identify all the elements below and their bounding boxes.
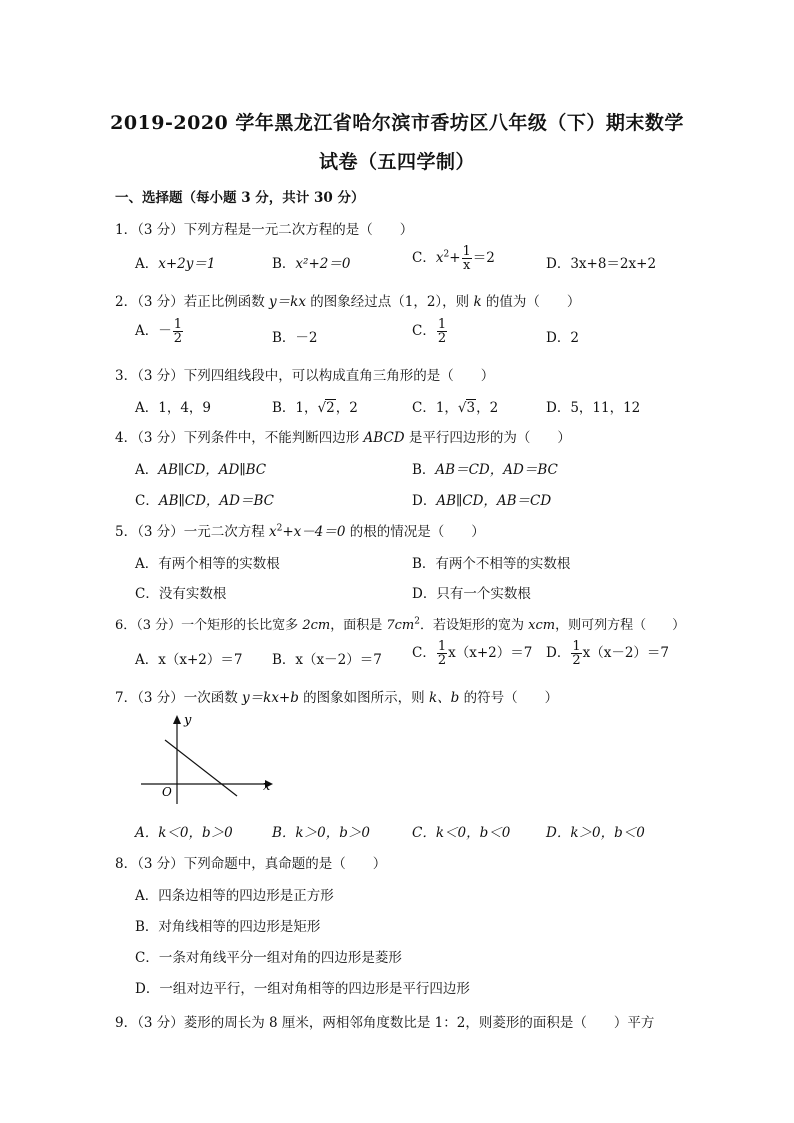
q3-option-b: B．1，√2，2: [272, 400, 358, 416]
q3-stem: 3．（3 分）下列四组线段中，可以构成直角三角形的是（ ）: [115, 368, 495, 384]
q2-option-d: D．2: [546, 330, 579, 346]
q7-option-b: B．k＞0，b＞0: [272, 825, 370, 841]
q8-option-a: A．四条边相等的四边形是正方形: [135, 888, 334, 904]
q4-stem: 4．（3 分）下列条件中，不能判断四边形 ABCD 是平行四边形的为（ ）: [115, 430, 571, 446]
q2-option-c: C． $\frac{1}{2}$: [412, 317, 447, 346]
y-axis-arrow: [173, 715, 181, 724]
exam-title-line1: 2019-2020 学年黑龙江省哈尔滨市香坊区八年级（下）期末数学: [110, 112, 684, 134]
q6-option-b: B．x（x－2）＝7: [272, 652, 382, 668]
q1-option-a: A．x+2y＝1: [135, 256, 216, 272]
q9-stem: 9．（3 分）菱形的周长为 8 厘米，两相邻角度数比是 1：2，则菱形的面积是（ ）平方: [115, 1015, 655, 1031]
q6-option-c: C． $\frac{1}{2}$ x（x+2）＝7: [412, 639, 533, 668]
q1-stem: 1．（3 分）下列方程是一元二次方程的是（ ）: [115, 222, 414, 238]
q2-option-a: A．－ $\frac{1}{2}$: [135, 317, 183, 346]
q2-stem: 2．（3 分）若正比例函数 y＝kx 的图象经过点（1，2），则 k 的值为（ ）: [115, 294, 581, 310]
q3-option-d: D．5，11，12: [546, 400, 641, 416]
q3-option-a: A．1，4，9: [135, 400, 212, 416]
q7-function-graph: [135, 712, 285, 812]
q5-option-b: B．有两个不相等的实数根: [412, 556, 571, 572]
q7-option-c: C．k＜0，b＜0: [412, 825, 511, 841]
q5-option-d: D．只有一个实数根: [412, 586, 531, 602]
q8-option-d: D．一组对边平行，一组对角相等的四边形是平行四边形: [135, 981, 470, 997]
q3-option-c: C．1，√3，2: [412, 400, 499, 416]
q8-option-b: B．对角线相等的四边形是矩形: [135, 919, 321, 935]
q6-stem: 6．（3 分）一个矩形的长比宽多 2cm，面积是 $7cm^2$．若设矩形的宽为 xcm，则可列方程（ ）: [115, 616, 686, 633]
origin-label: O: [162, 785, 172, 799]
q8-option-c: C．一条对角线平分一组对角的四边形是菱形: [135, 950, 402, 966]
q5-option-c: C．没有实数根: [135, 586, 227, 602]
q4-option-b: B．AB＝CD，AD＝BC: [412, 462, 558, 478]
q6-option-a: A．x（x+2）＝7: [135, 652, 243, 668]
q7-stem: 7．（3 分）一次函数 y＝kx+b 的图象如图所示，则 k、b 的符号（ ）: [115, 690, 559, 706]
q4-option-c: C．AB∥CD，AD＝BC: [135, 493, 274, 509]
x-axis-label: x: [263, 779, 271, 794]
q1-option-c: C．$x^2+$ $\frac{1}{x}$ ＝2: [412, 244, 495, 273]
q4-option-d: D．AB∥CD，AB＝CD: [412, 493, 552, 509]
q8-stem: 8．（3 分）下列命题中，真命题的是（ ）: [115, 856, 387, 872]
function-line: [165, 740, 237, 796]
q7-option-d: D．k＞0，b＜0: [546, 825, 645, 841]
q5-option-a: A．有两个相等的实数根: [135, 556, 280, 572]
q1-option-d: D．3x+8＝2x+2: [546, 256, 657, 272]
q1-option-b: B．x²+2＝0: [272, 256, 351, 272]
q5-stem: 5．（3 分）一元二次方程 $x^2+x-4=0$ 的根的情况是（ ）: [115, 523, 485, 540]
q2-option-b: B．－2: [272, 330, 318, 346]
q6-option-d: D． $\frac{1}{2}$ x（x－2）＝7: [546, 639, 670, 668]
q4-option-a: A．AB∥CD，AD∥BC: [135, 462, 267, 478]
y-axis-label: y: [184, 713, 192, 728]
exam-title-line2: 试卷（五四学制）: [318, 151, 475, 173]
section-heading: 一、选择题（每小题 3 分，共计 30 分）: [115, 190, 365, 206]
q7-option-a: A．k＜0，b＞0: [135, 825, 233, 841]
